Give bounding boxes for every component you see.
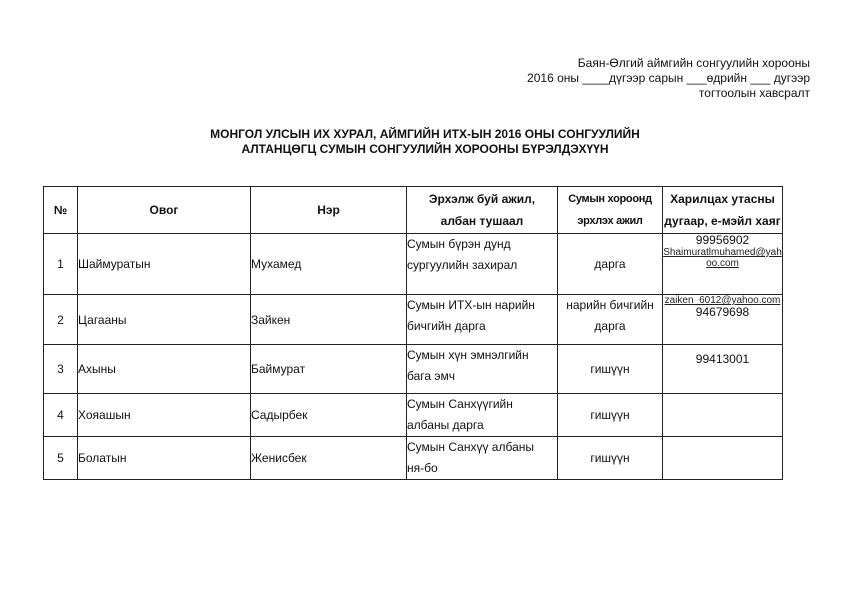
col-header-job-line-2: албан тушаал xyxy=(440,214,524,228)
cell-contact xyxy=(663,394,783,437)
col-header-contact-line-1: Харилцах утасны xyxy=(670,192,775,206)
cell-no: 1 xyxy=(44,234,78,295)
cell-job xyxy=(407,394,558,437)
col-header-contact-line-2: дугаар, е-мэйл хаяг xyxy=(664,214,781,228)
title-line-1: МОНГОЛ УЛСЫН ИХ ХУРАЛ, АЙМГИЙН ИТХ-ЫН 2016 ОНЫ СОНГУУЛИЙН xyxy=(210,127,640,141)
col-header-ner: Нэр xyxy=(251,187,407,234)
cell-job-line-2: сургуулийн захирал xyxy=(407,258,518,272)
col-header-contact xyxy=(663,187,783,234)
col-header-role-line-1: Сумын хороонд xyxy=(568,193,652,205)
table-row xyxy=(44,437,783,480)
cell-ovog: Хояашын xyxy=(78,394,251,437)
cell-ovog: Шаймуратын xyxy=(78,234,251,295)
table-row xyxy=(44,394,783,437)
cell-phone: 99413001 xyxy=(695,352,750,366)
cell-phone: 99956902 xyxy=(695,233,750,247)
cell-job xyxy=(407,234,558,295)
cell-ner: Баймурат xyxy=(251,345,407,394)
cell-email[interactable]: zaiken_6012@yahoo.com xyxy=(664,295,781,306)
cell-no: 3 xyxy=(44,345,78,394)
cell-phone: 94679698 xyxy=(695,305,750,319)
table-row xyxy=(44,295,783,345)
header-line-2: 2016 оны ____дүгээр сарын ___өдрийн ___ дугээр xyxy=(527,71,810,85)
document-title xyxy=(0,127,850,157)
cell-job xyxy=(407,295,558,345)
cell-no: 4 xyxy=(44,394,78,437)
cell-ovog: Болатын xyxy=(78,437,251,480)
cell-job-line-1: Сумын Санхүүгийн xyxy=(407,397,513,411)
cell-ner: Зайкен xyxy=(251,295,407,345)
table-row xyxy=(44,234,783,295)
table-row xyxy=(44,345,783,394)
col-header-role-line-2: эрхлэх ажил xyxy=(577,215,643,227)
cell-job xyxy=(407,345,558,394)
document-header xyxy=(527,56,810,101)
col-header-job-line-1: Эрхэлж буй ажил, xyxy=(428,192,536,206)
header-line-3: тогтоолын хавсралт xyxy=(698,86,810,100)
table-header-row xyxy=(44,187,783,234)
title-line-2: АЛТАНЦӨГЦ СУМЫН СОНГУУЛИЙН ХОРООНЫ БҮРЭЛДЭХҮҮН xyxy=(241,142,609,156)
cell-email-line-2[interactable]: oo.com xyxy=(706,258,739,269)
cell-role xyxy=(558,295,663,345)
cell-job-line-1: Сумын хүн эмнэлгийн xyxy=(407,348,529,362)
cell-role: гишүүн xyxy=(558,437,663,480)
cell-role: гишүүн xyxy=(558,345,663,394)
cell-ner: Садырбек xyxy=(251,394,407,437)
cell-role-line-2: дарга xyxy=(594,319,626,333)
col-header-ovog: Овог xyxy=(78,187,251,234)
cell-job-line-1: Сумын ИТХ-ын нарийн xyxy=(407,298,535,312)
cell-job-line-1: Сумын Санхүү албаны xyxy=(407,440,535,454)
cell-ner: Женисбек xyxy=(251,437,407,480)
cell-job-line-2: албаны дарга xyxy=(407,418,484,432)
cell-job-line-1: Сумын бүрэн дунд xyxy=(407,237,511,251)
col-header-role xyxy=(558,187,663,234)
cell-role: дарга xyxy=(558,234,663,295)
header-line-1: Баян-Өлгий аймгийн сонгуулийн хорооны xyxy=(577,56,810,70)
cell-ner: Мухамед xyxy=(251,234,407,295)
cell-job-line-2: ня-бо xyxy=(407,461,438,475)
committee-table xyxy=(43,186,783,480)
cell-no: 2 xyxy=(44,295,78,345)
cell-contact xyxy=(663,437,783,480)
cell-role-line-1: нарийн бичгийн xyxy=(566,298,654,312)
cell-contact xyxy=(663,345,783,394)
cell-no: 5 xyxy=(44,437,78,480)
cell-role: гишүүн xyxy=(558,394,663,437)
cell-job xyxy=(407,437,558,480)
cell-contact xyxy=(663,295,783,345)
col-header-job xyxy=(407,187,558,234)
cell-ovog: Цагааны xyxy=(78,295,251,345)
col-header-no: № xyxy=(44,187,78,234)
cell-contact xyxy=(663,234,783,295)
cell-job-line-2: бичгийн дарга xyxy=(407,319,486,333)
cell-ovog: Ахыны xyxy=(78,345,251,394)
cell-job-line-2: бага эмч xyxy=(407,369,456,383)
cell-email-line-1[interactable]: Shaimuratlmuhamed@yah xyxy=(663,247,782,258)
